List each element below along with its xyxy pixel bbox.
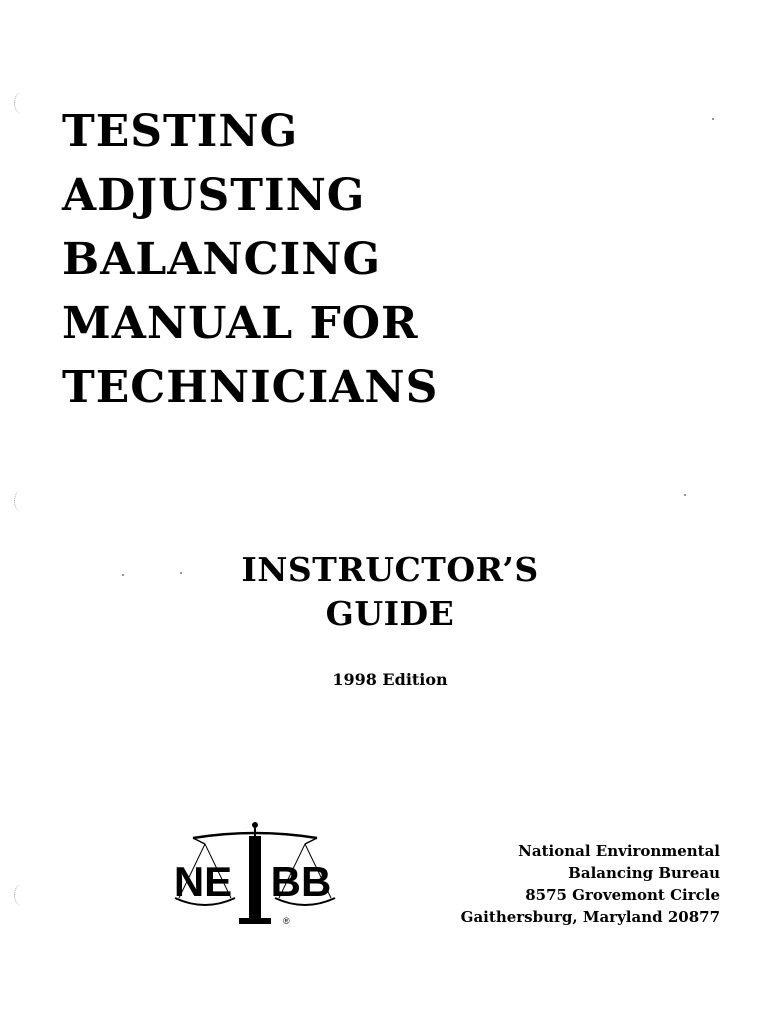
- document-title: [62, 100, 438, 420]
- edition-label: 1998 Edition: [332, 670, 448, 689]
- nebb-logo: [165, 820, 345, 932]
- scan-speck: [684, 494, 686, 496]
- publisher-line: National Environmental: [518, 842, 720, 860]
- publisher-address: [461, 840, 720, 928]
- nebb-scale-emblem: [165, 820, 345, 932]
- binder-hole-mark-middle: [14, 490, 29, 512]
- title-line: TESTING: [62, 106, 299, 157]
- title-line: MANUAL FOR: [62, 298, 419, 349]
- scan-speck: [180, 572, 182, 574]
- binder-hole-mark-bottom: [14, 884, 29, 906]
- title-line: ADJUSTING: [62, 170, 366, 221]
- logo-left-letters: NE: [173, 858, 233, 905]
- publisher-line: Balancing Bureau: [568, 864, 720, 882]
- publisher-line: 8575 Grovemont Circle: [525, 886, 720, 904]
- title-line: TECHNICIANS: [62, 362, 439, 413]
- logo-right-letters: BB: [270, 858, 332, 905]
- subtitle-line: INSTRUCTOR’S: [241, 550, 539, 589]
- title-line: BALANCING: [62, 234, 382, 285]
- document-subtitle: [200, 548, 580, 636]
- binder-hole-mark-top: [14, 92, 29, 114]
- scan-speck: [122, 574, 124, 576]
- publisher-line: Gaithersburg, Maryland 20877: [460, 908, 720, 926]
- scan-speck: [712, 118, 714, 120]
- subtitle-line: GUIDE: [325, 594, 455, 633]
- registered-mark: ®: [283, 916, 290, 926]
